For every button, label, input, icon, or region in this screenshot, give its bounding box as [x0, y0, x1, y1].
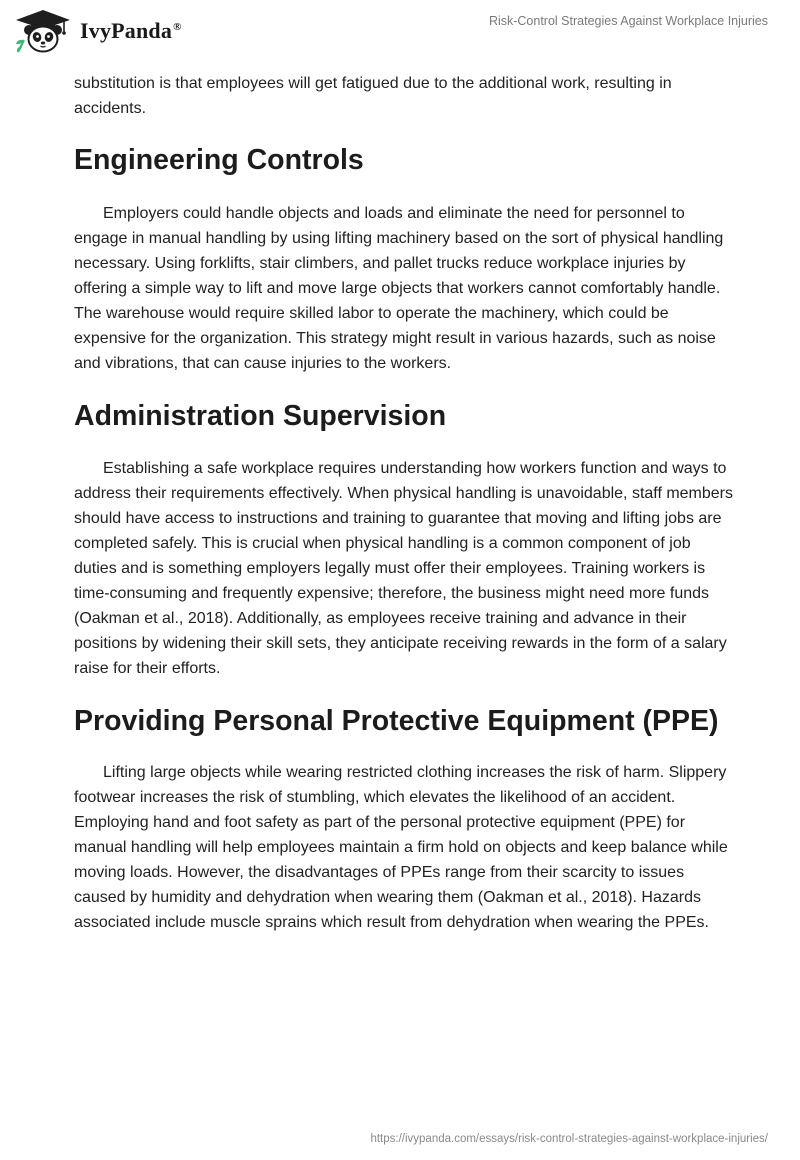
- paragraph-ppe: Lifting large objects while wearing restricted clothing increases the risk of harm. Slippery footwear increases the risk of stumbling, which elevates the likelihood of an accident. Employing hand and foot safety as part of the personal protective equipment (PPE) for manual handling will help employees maintain a firm hold on objects and keep balance while moving loads. However, the disadvantages of PPEs range from their scarcity to issues caused by humidity and dehydration when wearing them (Oakman et al., 2018). Hazards associated include muscle sprains which result from dehydration when wearing the PPEs.: [74, 764, 728, 931]
- panda-graduate-icon: [14, 8, 72, 54]
- footer-url[interactable]: https://ivypanda.com/essays/risk-control-strategies-against-workplace-injuries/: [370, 1133, 768, 1145]
- running-title: Risk-Control Strategies Against Workplace Injuries: [488, 14, 768, 28]
- paragraph-engineering-controls: Employers could handle objects and loads and eliminate the need for personnel to engage in manual handling by using lifting machinery based on the sort of physical handling necessary. Using forklifts, stair climbers, and pallet trucks reduce workplace injuries by offering a simple way to lift and move large objects that workers cannot comfortably handle. The warehouse would require skilled labor to operate the machinery, which could be expensive for the organization. This strategy might result in various hazards, such as noise and vibrations, that can cause injuries to the workers.: [74, 205, 724, 372]
- page-header: [0, 0, 800, 62]
- intro-paragraph: substitution is that employees will get fatigued due to the additional work, resulting in accidents.: [74, 75, 672, 117]
- logo-wordmark: IvyPanda®: [80, 18, 182, 43]
- paragraph-administration-supervision: Establishing a safe workplace requires understanding how workers function and ways to address their requirements effectively. When physical handling is unavoidable, staff members should have access to instructions and training to guarantee that moving and lifting jobs are completed safely. This is crucial when physical handling is a common component of job duties and is something employers legally must offer their employees. Training workers is time-consuming and frequently expensive; therefore, the business might need more funds (Oakman et al., 2018). Additionally, as employees receive training and advance in their positions by widening their skill sets, they anticipate receiving rewards in the form of a salary raise for their efforts.: [74, 460, 734, 677]
- heading-ppe: Providing Personal Protective Equipment (PPE): [74, 705, 719, 737]
- essay-body: [74, 71, 734, 935]
- heading-administration-supervision: Administration Supervision: [74, 400, 447, 432]
- heading-engineering-controls: Engineering Controls: [74, 144, 364, 176]
- ivypanda-logo[interactable]: [14, 8, 182, 54]
